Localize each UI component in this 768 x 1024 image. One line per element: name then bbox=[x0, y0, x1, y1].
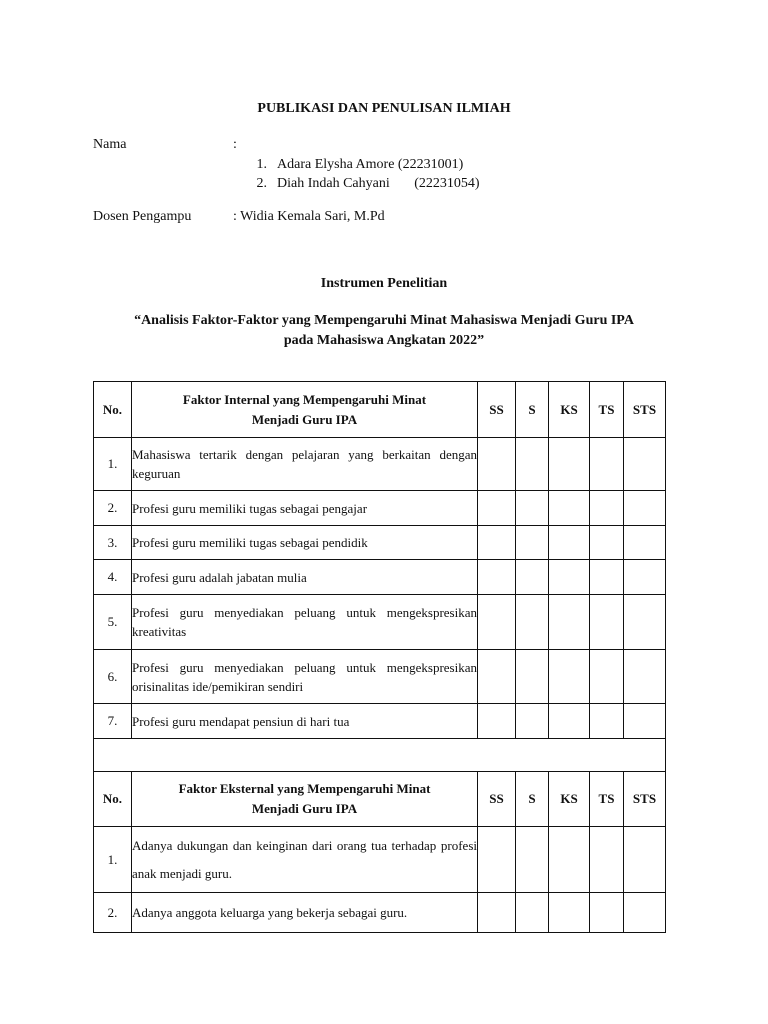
statement-text: Profesi guru mendapat pensiun di hari tua bbox=[132, 704, 478, 739]
name-colon: : bbox=[233, 137, 237, 152]
external-header-row bbox=[94, 772, 666, 827]
answer-cell-ss[interactable] bbox=[478, 704, 516, 739]
author-item bbox=[241, 155, 480, 174]
scale-ts-header: TS bbox=[590, 772, 624, 827]
scale-ss-header: SS bbox=[478, 382, 516, 438]
statement-text: Mahasiswa tertarik dengan pelajaran yang berkaitan dengan keguruan bbox=[132, 438, 478, 491]
table-row bbox=[94, 438, 666, 491]
answer-cell-ts[interactable] bbox=[590, 491, 624, 526]
answer-cell-s[interactable] bbox=[516, 560, 549, 595]
answer-cell-s[interactable] bbox=[516, 893, 549, 933]
spacer-cell bbox=[94, 739, 666, 772]
row-number: 3. bbox=[94, 526, 132, 560]
row-number: 2. bbox=[94, 491, 132, 526]
answer-cell-ks[interactable] bbox=[549, 438, 590, 491]
spacer-row bbox=[94, 739, 666, 772]
answer-cell-s[interactable] bbox=[516, 650, 549, 704]
statement-text: Profesi guru memiliki tugas sebagai pengajar bbox=[132, 491, 478, 526]
answer-cell-ss[interactable] bbox=[478, 491, 516, 526]
scale-sts-header: STS bbox=[624, 382, 666, 438]
lecturer-value: : Widia Kemala Sari, M.Pd bbox=[233, 209, 385, 224]
author-item bbox=[241, 174, 480, 193]
answer-cell-sts[interactable] bbox=[624, 893, 666, 933]
scale-ts-header: TS bbox=[590, 382, 624, 438]
author-number: 1. bbox=[256, 157, 267, 172]
answer-cell-ss[interactable] bbox=[478, 595, 516, 650]
statement-text: Profesi guru adalah jabatan mulia bbox=[132, 560, 478, 595]
table-row bbox=[94, 491, 666, 526]
answer-cell-ks[interactable] bbox=[549, 827, 590, 893]
answer-cell-sts[interactable] bbox=[624, 560, 666, 595]
row-number: 4. bbox=[94, 560, 132, 595]
table-row bbox=[94, 704, 666, 739]
row-number: 7. bbox=[94, 704, 132, 739]
answer-cell-ks[interactable] bbox=[549, 526, 590, 560]
answer-cell-ks[interactable] bbox=[549, 595, 590, 650]
answer-cell-ts[interactable] bbox=[590, 893, 624, 933]
answer-cell-sts[interactable] bbox=[624, 438, 666, 491]
statement-text: Profesi guru menyediakan peluang untuk mengekspresikan kreativitas bbox=[132, 595, 478, 650]
answer-cell-sts[interactable] bbox=[624, 491, 666, 526]
answer-cell-ss[interactable] bbox=[478, 526, 516, 560]
statement-text: Profesi guru menyediakan peluang untuk mengekspresikan orisinalitas ide/pemikiran sendiri bbox=[132, 650, 478, 704]
scale-ks-header: KS bbox=[549, 382, 590, 438]
answer-cell-ss[interactable] bbox=[478, 650, 516, 704]
answer-cell-ks[interactable] bbox=[549, 650, 590, 704]
author-name: Adara Elysha Amore (22231001) bbox=[277, 157, 464, 172]
questionnaire-table bbox=[93, 381, 666, 933]
author-name: Diah Indah Cahyani (22231054) bbox=[277, 176, 480, 191]
document-title: PUBLIKASI DAN PENULISAN ILMIAH bbox=[257, 101, 511, 116]
answer-cell-ts[interactable] bbox=[590, 827, 624, 893]
statement-text: Adanya anggota keluarga yang bekerja sebagai guru. bbox=[132, 893, 478, 933]
answer-cell-ss[interactable] bbox=[478, 560, 516, 595]
author-number: 2. bbox=[256, 176, 267, 191]
no-header: No. bbox=[94, 772, 132, 827]
answer-cell-ss[interactable] bbox=[478, 893, 516, 933]
answer-cell-sts[interactable] bbox=[624, 650, 666, 704]
answer-cell-ks[interactable] bbox=[549, 704, 590, 739]
instrument-subtitle bbox=[90, 311, 678, 351]
answer-cell-ss[interactable] bbox=[478, 438, 516, 491]
answer-cell-sts[interactable] bbox=[624, 595, 666, 650]
answer-cell-s[interactable] bbox=[516, 438, 549, 491]
answer-cell-ts[interactable] bbox=[590, 704, 624, 739]
answer-cell-sts[interactable] bbox=[624, 704, 666, 739]
statement-text: Profesi guru memiliki tugas sebagai pendidik bbox=[132, 526, 478, 560]
answer-cell-ts[interactable] bbox=[590, 650, 624, 704]
answer-cell-s[interactable] bbox=[516, 595, 549, 650]
table-row bbox=[94, 560, 666, 595]
row-number: 5. bbox=[94, 595, 132, 650]
author-list bbox=[241, 155, 480, 193]
row-number: 1. bbox=[94, 827, 132, 893]
answer-cell-s[interactable] bbox=[516, 526, 549, 560]
scale-ks-header: KS bbox=[549, 772, 590, 827]
answer-cell-sts[interactable] bbox=[624, 827, 666, 893]
answer-cell-ts[interactable] bbox=[590, 595, 624, 650]
table-row bbox=[94, 526, 666, 560]
lecturer-label: Dosen Pengampu bbox=[93, 209, 192, 224]
statement-text: Adanya dukungan dan keinginan dari orang tua terhadap profesi anak menjadi guru. bbox=[132, 827, 478, 893]
row-number: 6. bbox=[94, 650, 132, 704]
answer-cell-sts[interactable] bbox=[624, 526, 666, 560]
answer-cell-ss[interactable] bbox=[478, 827, 516, 893]
scale-s-header: S bbox=[516, 382, 549, 438]
answer-cell-ts[interactable] bbox=[590, 560, 624, 595]
answer-cell-ks[interactable] bbox=[549, 491, 590, 526]
no-header: No. bbox=[94, 382, 132, 438]
answer-cell-ks[interactable] bbox=[549, 560, 590, 595]
row-number: 1. bbox=[94, 438, 132, 491]
row-number: 2. bbox=[94, 893, 132, 933]
answer-cell-s[interactable] bbox=[516, 827, 549, 893]
subtitle-line-2: pada Mahasiswa Angkatan 2022” bbox=[283, 333, 485, 348]
instrument-title: Instrumen Penelitian bbox=[320, 276, 448, 291]
table-row bbox=[94, 650, 666, 704]
answer-cell-s[interactable] bbox=[516, 491, 549, 526]
scale-sts-header: STS bbox=[624, 772, 666, 827]
external-factor-header: Faktor Eksternal yang Mempengaruhi Minat Menjadi Guru IPA bbox=[132, 772, 478, 827]
subtitle-line-1: “Analisis Faktor-Faktor yang Mempengaruhi Minat Mahasiswa Menjadi Guru IPA bbox=[134, 313, 634, 328]
name-label: Nama bbox=[93, 137, 127, 152]
answer-cell-ts[interactable] bbox=[590, 526, 624, 560]
table-row bbox=[94, 827, 666, 893]
table-row bbox=[94, 893, 666, 933]
scale-ss-header: SS bbox=[478, 772, 516, 827]
answer-cell-ts[interactable] bbox=[590, 438, 624, 491]
table-row bbox=[94, 595, 666, 650]
answer-cell-s[interactable] bbox=[516, 704, 549, 739]
scale-s-header: S bbox=[516, 772, 549, 827]
internal-header-row bbox=[94, 382, 666, 438]
answer-cell-ks[interactable] bbox=[549, 893, 590, 933]
internal-factor-header: Faktor Internal yang Mempengaruhi Minat Menjadi Guru IPA bbox=[132, 382, 478, 438]
